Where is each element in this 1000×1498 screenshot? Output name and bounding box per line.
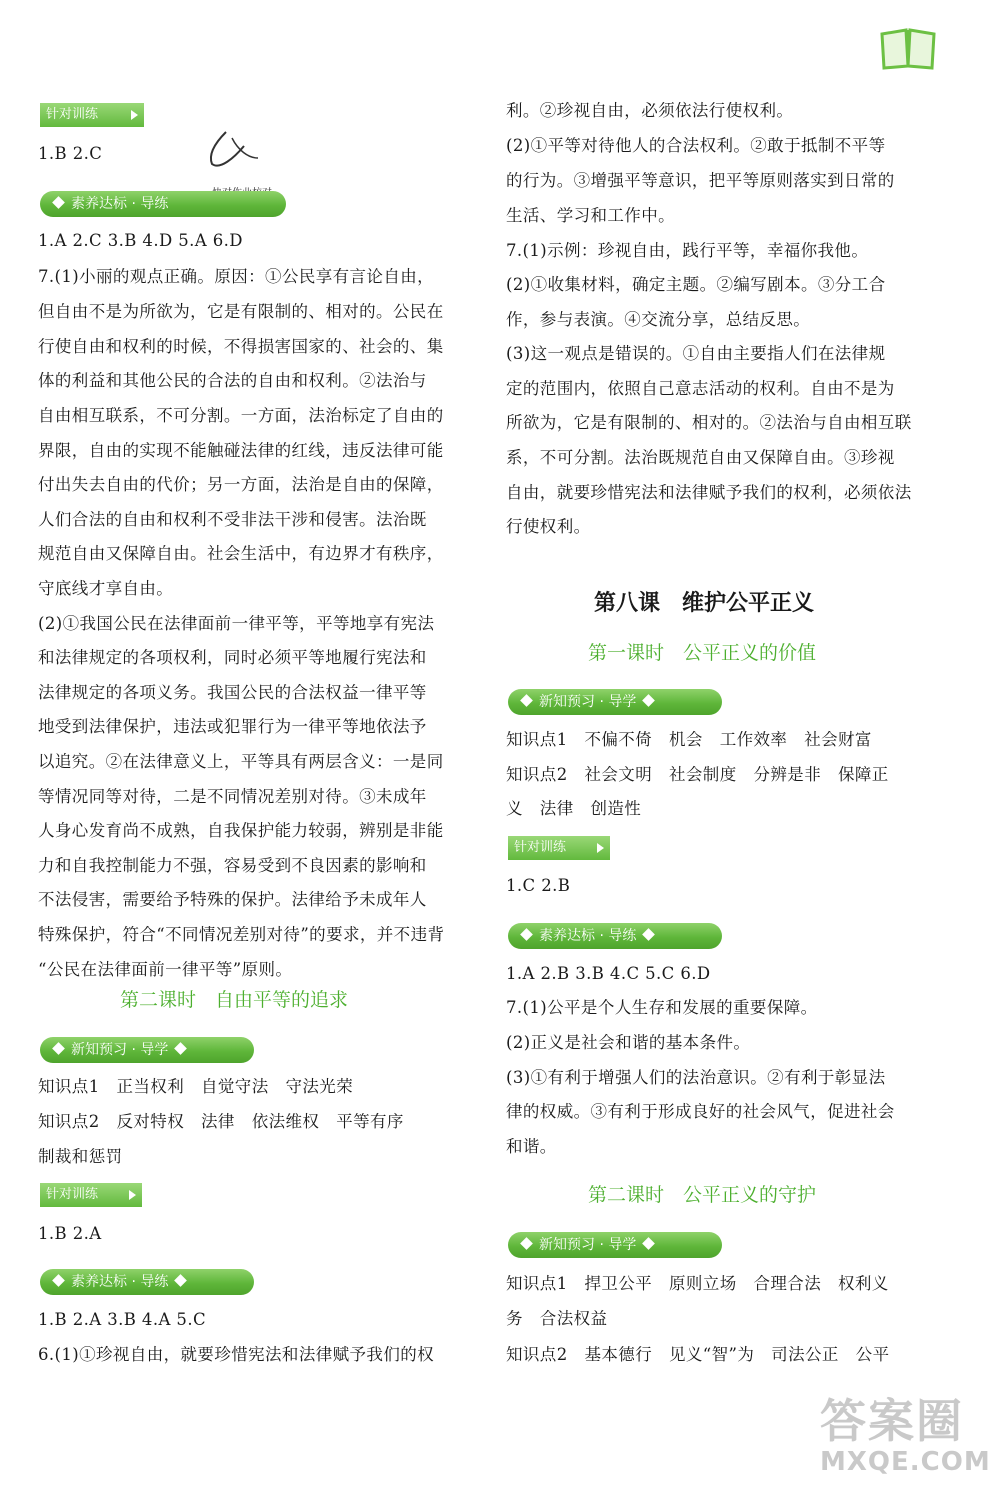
knowledge-point: 知识点1 不偏不倚 机会 工作效率 社会财富 bbox=[506, 730, 872, 749]
diamond-icon bbox=[520, 928, 533, 941]
text-line: 律的权威。③有利于形成良好的社会风气，促进社会 bbox=[506, 1102, 895, 1121]
text-line: 定的范围内，依照自己意志活动的权利。自由不是为 bbox=[506, 379, 895, 398]
text-line: 所欲为，它是有限制的、相对的。②法治与自由相互联 bbox=[506, 413, 912, 432]
answer-line: 1.B 2.A bbox=[38, 1224, 102, 1243]
tag-label: 针对训练 bbox=[46, 1187, 99, 1202]
text-line: 力和自我控制能力不强，容易受到不良因素的影响和 bbox=[38, 856, 427, 875]
lesson-subtitle: 第二课时 自由平等的追求 bbox=[120, 989, 349, 1011]
text-line: 不法侵害，需要给予特殊的保护。法律给予未成年人 bbox=[38, 890, 427, 909]
text-line: (2)①收集材料，确定主题。②编写剧本。③分工合 bbox=[506, 275, 886, 294]
pill-label: 素养达标 · 导练 bbox=[71, 196, 169, 212]
answer-line: 1.C 2.B bbox=[506, 876, 571, 895]
diamond-icon bbox=[642, 928, 655, 941]
diamond-icon bbox=[174, 1042, 187, 1055]
text-line: “公民在法律面前一律平等”原则。 bbox=[38, 960, 293, 979]
text-line: 人们合法的自由和权利不受非法干涉和侵害。法治既 bbox=[38, 510, 427, 529]
chapter-heading: 第八课 维护公平正义 bbox=[594, 591, 815, 616]
text-line: 利。②珍视自由，必须依法行使权利。 bbox=[506, 101, 794, 120]
diamond-icon bbox=[52, 1274, 65, 1287]
section-pill bbox=[40, 1269, 254, 1295]
text-line: 自由，就要珍惜宪法和法律赋予我们的权利，必须依法 bbox=[506, 483, 912, 502]
watermark bbox=[820, 1385, 991, 1477]
text-line: 人身心发育尚不成熟，自我保护能力较弱，辨别是非能 bbox=[38, 821, 444, 840]
diamond-icon bbox=[52, 196, 65, 209]
answer-line: 1.A 2.B 3.B 4.C 5.C 6.D bbox=[506, 964, 711, 983]
diamond-icon bbox=[642, 694, 655, 707]
text-line: 以追究。②在法律意义上，平等具有两层含义：一是同 bbox=[38, 752, 444, 771]
knowledge-point: 知识点2 基本德行 见义“智”为 司法公正 公平 bbox=[506, 1345, 890, 1364]
text-line: 和谐。 bbox=[506, 1137, 557, 1156]
play-icon bbox=[129, 1190, 136, 1200]
diamond-icon bbox=[174, 1274, 187, 1287]
diamond-icon bbox=[642, 1237, 655, 1250]
play-icon bbox=[131, 110, 138, 120]
text-line: 和法律规定的各项权利，同时必须平等地履行宪法和 bbox=[38, 648, 427, 667]
text-line: 付出失去自由的代价；另一方面，法治是自由的保障， bbox=[38, 475, 444, 494]
lesson-subtitle: 第二课时 公平正义的守护 bbox=[588, 1184, 817, 1206]
pill-label: 新知预习 · 导学 bbox=[539, 1237, 637, 1253]
text-line: 特殊保护，符合“不同情况差别对待”的要求，并不违背 bbox=[38, 925, 445, 944]
knowledge-point: 制裁和惩罚 bbox=[38, 1147, 123, 1166]
watermark-logo: 答案圈 bbox=[820, 1394, 964, 1448]
text-line: 作，参与表演。④交流分享，总结反思。 bbox=[506, 310, 811, 329]
answer-line: 1.A 2.C 3.B 4.D 5.A 6.D bbox=[38, 231, 243, 250]
lesson-subtitle: 第一课时 公平正义的价值 bbox=[588, 642, 817, 664]
pill-label: 素养达标 · 导练 bbox=[71, 1274, 169, 1290]
section-pill bbox=[40, 1037, 254, 1063]
knowledge-point: 知识点1 正当权利 自觉守法 守法光荣 bbox=[38, 1077, 354, 1096]
text-line: 守底线才享自由。 bbox=[38, 579, 174, 598]
text-line: 地受到法律保护，违法或犯罪行为一律平等地依法予 bbox=[38, 717, 427, 736]
text-line: 6.(1)①珍视自由，就要珍惜宪法和法律赋予我们的权 bbox=[38, 1345, 435, 1364]
text-line: (2)正义是社会和谐的基本条件。 bbox=[506, 1033, 751, 1052]
text-line: 7.(1)小丽的观点正确。原因：①公民享有言论自由， bbox=[38, 267, 435, 286]
text-line: 行使权利。 bbox=[506, 517, 591, 536]
knowledge-point: 知识点1 捍卫公平 原则立场 合理合法 权利义 bbox=[506, 1274, 889, 1293]
section-tag bbox=[508, 836, 610, 860]
watermark-url: MXQE.COM bbox=[820, 1447, 991, 1477]
section-pill bbox=[508, 689, 722, 715]
play-icon bbox=[597, 843, 604, 853]
section-pill bbox=[508, 923, 722, 949]
answer-line: 1.B 2.C bbox=[38, 144, 103, 163]
knowledge-point: 知识点2 反对特权 法律 依法维权 平等有序 bbox=[38, 1112, 404, 1131]
knowledge-point: 义 法律 创造性 bbox=[506, 799, 642, 818]
text-line: 等情况同等对待，二是不同情况差别对待。③未成年 bbox=[38, 787, 427, 806]
text-line: (3)①有利于增强人们的法治意识。②有利于彰显法 bbox=[506, 1068, 886, 1087]
text-line: 界限，自由的实现不能触碰法律的红线，违反法律可能 bbox=[38, 441, 444, 460]
text-line: (3)这一观点是错误的。①自由主要指人们在法律规 bbox=[506, 344, 886, 363]
text-line: 7.(1)公平是个人生存和发展的重要保障。 bbox=[506, 998, 818, 1017]
diamond-icon bbox=[52, 1042, 65, 1055]
section-pill bbox=[40, 191, 286, 217]
pill-label: 新知预习 · 导学 bbox=[539, 694, 637, 710]
diamond-icon bbox=[520, 694, 533, 707]
text-line: (2)①平等对待他人的合法权利。②敢于抵制不平等 bbox=[506, 136, 886, 155]
text-line: 法律规定的各项义务。我国公民的合法权益一律平等 bbox=[38, 683, 427, 702]
text-line: 的行为。③增强平等意识，把平等原则落实到日常的 bbox=[506, 171, 895, 190]
handwritten-mark bbox=[198, 128, 288, 182]
tag-label: 针对训练 bbox=[514, 840, 567, 855]
section-tag bbox=[40, 1183, 142, 1207]
section-tag bbox=[40, 103, 144, 127]
tag-label: 针对训练 bbox=[46, 107, 99, 122]
text-line: 体的利益和其他公民的合法的自由和权利。②法治与 bbox=[38, 371, 427, 390]
knowledge-point: 务 合法权益 bbox=[506, 1309, 608, 1328]
text-line: 7.(1)示例：珍视自由，践行平等，幸福你我他。 bbox=[506, 241, 869, 260]
text-line: (2)①我国公民在法律面前一律平等，平等地享有宪法 bbox=[38, 614, 435, 633]
text-line: 但自由不是为所欲为，它是有限制的、相对的。公民在 bbox=[38, 302, 444, 321]
section-pill bbox=[508, 1232, 722, 1258]
text-line: 自由相互联系，不可分割。一方面，法治标定了自由的 bbox=[38, 406, 444, 425]
text-line: 规范自由又保障自由。社会生活中，有边界才有秩序， bbox=[38, 544, 444, 563]
text-line: 行使自由和权利的时候，不得损害国家的、社会的、集 bbox=[38, 337, 444, 356]
pill-label: 素养达标 · 导练 bbox=[539, 928, 637, 944]
text-line: 生活、学习和工作中。 bbox=[506, 206, 675, 225]
answer-line: 1.B 2.A 3.B 4.A 5.C bbox=[38, 1310, 206, 1329]
pill-label: 新知预习 · 导学 bbox=[71, 1042, 169, 1058]
text-line: 系，不可分割。法治既规范自由又保障自由。③珍视 bbox=[506, 448, 895, 467]
book-icon bbox=[878, 26, 938, 70]
knowledge-point: 知识点2 社会文明 社会制度 分辨是非 保障正 bbox=[506, 765, 889, 784]
diamond-icon bbox=[520, 1237, 533, 1250]
